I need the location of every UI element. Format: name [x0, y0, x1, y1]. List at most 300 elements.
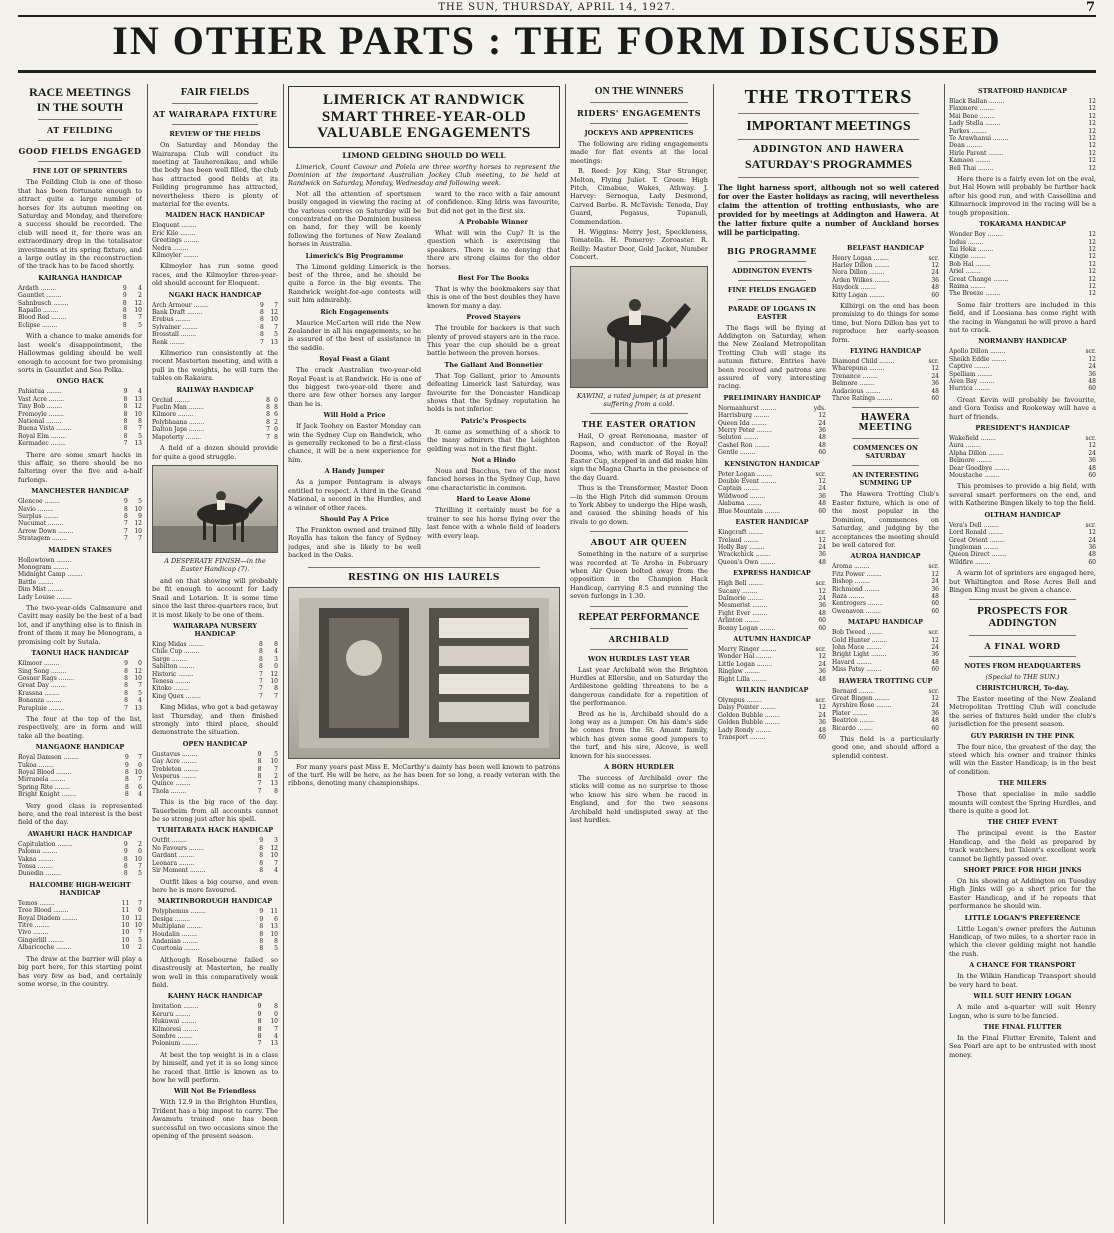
table-row	[152, 931, 278, 938]
table-row	[18, 513, 142, 520]
entry-name: Hurrica ........	[949, 385, 990, 393]
entries-table	[152, 222, 278, 259]
entry-value: scr.	[815, 470, 826, 478]
table-row	[18, 675, 142, 682]
entry-value: 24	[818, 660, 826, 668]
entry-value: 8	[266, 396, 270, 404]
article-subheading: ARCHIBALD	[608, 633, 670, 644]
entry-name: Bonny Logan ........	[718, 624, 776, 632]
entry-value: 12	[134, 914, 142, 922]
article-paragraph: A warm lot of sprinters are engaged here, but Whiltington and Rose Acres Bell and Bingen King must be given a chance.	[949, 569, 1096, 594]
article-paragraph: Kilmerico ran consistently at the recent Masterton meeting, and with a pull in the weights, he will turn the tables on Rakaura.	[152, 349, 278, 383]
entries-table	[18, 285, 142, 329]
table-row	[18, 418, 142, 425]
entry-value: 12	[1088, 282, 1096, 290]
article-subheading: Will Hold a Price	[323, 411, 386, 420]
table-row	[949, 253, 1096, 260]
entry-value: 10	[121, 944, 130, 952]
entry-value: 8	[123, 395, 128, 403]
table-title: STRATFORD HANDICAP	[978, 87, 1067, 95]
entry-name: Belmore ........	[949, 457, 992, 465]
divider	[969, 635, 1076, 636]
table-row	[949, 457, 1096, 464]
entry-name: Kentrogers ........	[832, 600, 884, 608]
entry-name: Thola ........	[152, 787, 187, 795]
table-row	[832, 388, 939, 395]
entry-value: 8	[259, 859, 264, 867]
entry-value: 7	[274, 1025, 278, 1033]
entry-name: Sir Moment ........	[152, 867, 206, 875]
masthead	[0, 0, 1114, 16]
article-paragraph: Last year Archibald won the Brighton Hurdles at Ellerslie, and on Saturday the Ardilestone gelding threatens to be a dangerous candidate for a repetition of the performance.	[570, 665, 708, 708]
entry-name: Hukuwai ........	[152, 1018, 197, 1026]
table-row	[949, 348, 1096, 355]
entries-table	[718, 646, 826, 683]
entry-value: 10	[134, 410, 142, 418]
column-race-meetings	[18, 84, 142, 1224]
table-row	[18, 396, 142, 403]
entry-value: 8	[259, 930, 264, 938]
table-row	[18, 697, 142, 704]
article-subheading: SATURDAY'S PROGRAMMES	[744, 157, 912, 172]
table-row	[18, 411, 142, 418]
article-paragraph: On Saturday and Monday the Wairarapa Club will conduct its meeting at Tauherenikau, and while the body has been well filled, the club has attracted good fields at its Feilding programme has attracted, nevertheless there is plenty of material for the events.	[152, 141, 278, 208]
entry-name: Capitulation ........	[18, 840, 73, 848]
article-title: ON THE WINNERS	[594, 86, 684, 97]
entry-value: 60	[931, 666, 939, 674]
horse-finish-image	[153, 466, 277, 552]
table-title: HALCOMBE HIGH-WEIGHT HANDICAP	[29, 880, 131, 897]
article-subheading: SHORT PRICE FOR HIGH JINKS	[963, 866, 1082, 875]
entries-table	[718, 529, 826, 566]
entry-name: Eclipse ........	[18, 321, 58, 329]
entry-name: Indus ........	[949, 238, 984, 246]
table-row	[152, 426, 278, 433]
table-title: TAONUI HACK HANDICAP	[31, 649, 129, 658]
entry-name: Gauntlet ........	[18, 292, 62, 300]
entry-name: Daisy Pointer ........	[718, 704, 776, 712]
entry-name: Queen's Own ........	[718, 558, 776, 566]
entry-value: 12	[818, 587, 826, 595]
entry-name: Gosner Rags ........	[18, 674, 74, 682]
entry-value: 60	[931, 600, 939, 608]
table-row	[152, 222, 278, 229]
table-row	[152, 245, 278, 252]
table-row	[832, 725, 939, 732]
article-subheading: AT WAIRARAPA FIXTURE	[152, 109, 278, 120]
divider	[969, 656, 1076, 657]
entry-value: 9	[259, 837, 264, 845]
entry-value: 8	[125, 776, 129, 784]
table-row	[18, 528, 142, 535]
entry-name: Bob Hal ........	[949, 260, 991, 268]
entry-value: 5	[274, 331, 278, 339]
entry-name: Lady Rondy ........	[718, 726, 772, 734]
entry-value: 12	[1088, 98, 1096, 105]
table-row	[18, 769, 142, 776]
table-row	[832, 373, 939, 380]
entry-name: Fitz Power ........	[832, 570, 882, 578]
entries-table	[152, 1003, 278, 1047]
table-row	[18, 937, 142, 944]
entry-name: Flaxmere ........	[949, 105, 995, 113]
entry-value: 10	[134, 768, 142, 776]
article-paragraph: Thus is the Transformer, Master Doon—in the High Pitch did summon Oroum to York Abbey to undergo the Hipe wash, and caused the shining heads of his rivals to go down.	[570, 484, 708, 526]
table-row	[152, 693, 278, 700]
entries-table	[18, 660, 142, 712]
entry-name: Right Lilla ........	[718, 675, 767, 683]
article-subheading: Rich Engagements	[320, 307, 389, 316]
entry-name: Alpha Dillon ........	[949, 449, 1004, 457]
table-row	[832, 586, 939, 593]
entries-table	[18, 388, 142, 447]
entry-value: 9	[123, 848, 128, 856]
entry-name: Fuelin Man ........	[152, 404, 204, 412]
entry-value: 8	[274, 640, 278, 648]
entry-name: Mapoterty ........	[152, 433, 201, 441]
table-row	[718, 500, 826, 507]
entry-value: 24	[1088, 363, 1096, 371]
entry-name: Navio ........	[18, 505, 53, 513]
table-row	[18, 784, 142, 791]
entry-value: 36	[1088, 543, 1096, 551]
entry-value: 8	[259, 867, 264, 875]
entry-name: Aroma ........	[832, 563, 870, 571]
entry-value: 8	[274, 937, 278, 945]
table-row	[718, 529, 826, 536]
entry-value: 36	[818, 551, 826, 559]
photo-title: RESTING ON HIS LAURELS	[348, 572, 500, 583]
article-subheading: LITTLE LOGAN'S PREFERENCE	[964, 913, 1081, 922]
table-row	[949, 142, 1096, 149]
article-subheading: AT FEILDING	[47, 125, 113, 136]
entry-name: Dear Goodbye ........	[949, 464, 1010, 472]
entry-name: Mai Bene ........	[949, 112, 996, 120]
table-row	[718, 434, 826, 441]
entry-name: Tukoa ........	[18, 761, 54, 769]
table-row	[718, 580, 826, 587]
table-row	[832, 269, 939, 276]
article-paragraph: The Easter meeting of the New Zealand Metropolitan Trotting Club will conclude the series of fixtures held under the club's jurisdiction for the present season.	[949, 694, 1096, 729]
article-title: PROSPECTS FOR ADDINGTON	[977, 605, 1068, 630]
entry-name: Kilmoyler ........	[152, 251, 199, 259]
entry-value: 7	[123, 527, 128, 535]
table-row	[152, 908, 278, 915]
entry-name: Gwenavon ........	[832, 607, 881, 615]
article-subheading: BIG PROGRAMME	[727, 245, 817, 256]
table-row	[18, 848, 142, 855]
entry-value: 8	[122, 307, 127, 315]
table-row	[949, 120, 1096, 127]
entry-name: Wildfire ........	[949, 558, 991, 566]
entries-table	[718, 471, 826, 515]
entry-value: 48	[818, 675, 826, 683]
article-paragraph: The Limond gelding Limerick is the best of the three, and he should be quite a force in the big events. The Randwick weight-for-age contests will suit him admirably.	[288, 262, 421, 305]
entry-value: 10	[134, 307, 142, 315]
entry-name: Peter Logan ........	[718, 470, 773, 478]
page-headline: IN OTHER PARTS : THE FORM DISCUSSED	[112, 18, 1002, 63]
table-row	[949, 356, 1096, 363]
entry-value: 7	[138, 425, 142, 433]
entry-value: 60	[931, 291, 939, 299]
table-row	[832, 365, 939, 372]
entry-name: Te Arawhanui ........	[949, 135, 1009, 143]
entry-value: 24	[931, 643, 939, 651]
entry-name: Nucumat ........	[18, 520, 64, 528]
entry-value: 8	[138, 417, 142, 425]
entries-table	[832, 255, 939, 299]
table-row	[832, 593, 939, 600]
entry-name: Tenesa ........	[152, 677, 191, 685]
limerick-subcolumns	[288, 190, 560, 562]
entry-value: 7	[274, 765, 278, 773]
table-title: OPEN HANDICAP	[182, 739, 248, 748]
table-row	[18, 557, 142, 564]
table-row	[152, 1033, 278, 1040]
entry-value: 9	[138, 513, 142, 520]
table-row	[152, 758, 278, 765]
table-row	[152, 788, 278, 795]
table-row	[718, 712, 826, 719]
entry-value: 7	[258, 685, 263, 693]
table-row	[18, 285, 142, 292]
entry-value: 12	[1088, 142, 1096, 150]
entry-name: Kilmoresi ........	[152, 1025, 199, 1033]
entry-value: 7	[138, 754, 142, 762]
entry-value: 9	[122, 284, 127, 292]
table-row	[832, 255, 939, 262]
table-row	[152, 1003, 278, 1010]
table-row	[718, 449, 826, 456]
table-row	[718, 617, 826, 624]
article-paragraph: Although Rosebourne failed so disastrously at Masterton, he really won well in this comparatively weak field.	[152, 955, 278, 989]
table-row	[832, 629, 939, 636]
kawini-photo	[570, 266, 708, 388]
table-title: EXPRESS HANDICAP	[733, 569, 811, 578]
entry-name: Cashel Ron ........	[718, 441, 770, 449]
entry-value: 24	[818, 711, 826, 719]
entry-value: 8	[123, 417, 128, 425]
entry-name: Paloma ........	[18, 848, 58, 856]
entry-value: 24	[931, 269, 939, 277]
entry-name: Royal Elm ........	[18, 432, 67, 440]
entry-name: Dim Mist ........	[18, 586, 64, 594]
entry-value: 12	[1088, 120, 1096, 128]
entry-value: 8	[123, 410, 128, 418]
entry-value: 36	[1088, 457, 1096, 465]
entry-name: Queen Ida ........	[718, 419, 767, 427]
entry-value: 12	[931, 261, 939, 269]
entry-value: 60	[818, 507, 826, 515]
entry-name: Courtonia ........	[152, 945, 200, 953]
table-row	[152, 1040, 278, 1047]
table-row	[152, 302, 278, 309]
table-title: TUHITARATA HACK HANDICAP	[156, 826, 274, 835]
entry-value: 8	[260, 331, 264, 339]
article-paragraph: With 12.9 in the Brighton Hurdles, Trident has a big impost to carry. The Awamutu trained one has been successful on two occasions since the opening of the present season.	[152, 1098, 278, 1141]
entry-name: Renk ........	[152, 338, 185, 346]
entry-value: 48	[931, 592, 939, 600]
entry-value: 13	[270, 780, 278, 788]
entry-name: Ricardo ........	[832, 724, 873, 732]
entry-value: 12	[931, 570, 939, 578]
entry-name: Gay Acre ........	[152, 758, 197, 766]
table-row	[718, 471, 826, 478]
entry-name: Seluton ........	[718, 434, 759, 442]
entry-value: 13	[134, 704, 142, 712]
entry-name: Plater ........	[832, 709, 868, 717]
article-title: RACE MEETINGS	[29, 85, 131, 99]
subcolumn-left	[288, 190, 421, 562]
article-subheading: Will Not Be Friendless	[173, 1087, 256, 1096]
table-row	[152, 678, 278, 685]
entry-value: 8	[257, 1018, 262, 1026]
entries-table	[152, 302, 278, 346]
entry-value: 36	[1088, 370, 1096, 378]
subcolumn-right	[832, 241, 939, 763]
entry-value: 8	[124, 667, 128, 675]
entry-name: Audacious ........	[832, 387, 881, 395]
article-subheading: IMPORTANT MEETINGS	[746, 119, 911, 134]
divider	[590, 102, 688, 103]
entry-name: Raima ........	[949, 282, 986, 290]
article-subheading: JOCKEYS AND APPRENTICES	[584, 129, 694, 137]
entry-value: 10	[134, 505, 142, 513]
table-row	[949, 442, 1096, 449]
table-row	[152, 1011, 278, 1018]
entry-value: 12	[1088, 253, 1096, 261]
entry-name: Miss Patsy ........	[832, 666, 882, 674]
article-paragraph: The Hawera Trotting Club's Easter fixture, which is one of the most popular in the Dominion, commences on Saturday, and judging by the acceptances the meeting should be well catered for.	[832, 490, 939, 549]
entry-value: 12	[1088, 260, 1096, 268]
table-title: EASTER HANDICAP	[735, 518, 809, 527]
entry-value: 7	[274, 692, 278, 700]
entry-value: 9	[260, 301, 264, 309]
table-row	[718, 668, 826, 675]
entry-name: Gustavus ........	[152, 750, 198, 758]
entry-name: Chile Cup ........	[152, 648, 200, 656]
entry-value: 12	[270, 670, 278, 678]
entry-value: 7	[260, 338, 264, 346]
entry-value: 8	[124, 689, 128, 697]
article-subheading: AN INTERESTING SUMMING UP	[852, 471, 919, 488]
entry-value: 7	[257, 780, 262, 788]
article-paragraph: Hail, O great Rerenoana, master of Rapson, and conductor of the Royal! Dooms, who, with mark of Royal in the Easter Cup, stepped in and did make him sign the Magna Charta in the presence of the day Guard.	[570, 431, 708, 482]
divider	[590, 531, 688, 532]
entry-name: Tonsa ........	[18, 863, 53, 871]
table-row	[152, 671, 278, 678]
table-title: NORMANBY HANDICAP	[978, 337, 1067, 346]
entry-value: 13	[270, 1040, 278, 1048]
article-paragraph: Maurice McCarten will ride the New Zealander in all his engagements, so he is assured of the best of assistance in the saddle.	[288, 318, 421, 352]
article-paragraph: What will win the Cup? It is the question which is exercising the speakers. There is no denying that there are strong claims for the older horses.	[427, 228, 560, 271]
table-row	[718, 559, 826, 566]
article-paragraph: ward to the race with a fair amount of confidence. King Idris was favourite, but did not get in the first six.	[427, 189, 560, 215]
entry-name: Sombre ........	[152, 1033, 193, 1040]
entry-value: 48	[818, 441, 826, 449]
entry-name: Belmore ........	[832, 380, 875, 388]
entry-value: 11	[121, 899, 130, 907]
article-subheading: NOTES FROM HEADQUARTERS	[964, 661, 1081, 670]
entry-name: Erebus ........	[152, 316, 191, 324]
entry-value: 9	[259, 908, 264, 916]
article-subheading: REVIEW OF THE FIELDS	[169, 130, 261, 139]
entry-name: Bonanza ........	[18, 697, 62, 705]
entry-name: Dunedin ........	[18, 870, 61, 878]
entry-value: 8	[258, 648, 263, 656]
table-row	[18, 907, 142, 914]
entries-table	[718, 405, 826, 457]
table-row	[949, 371, 1096, 378]
table-row	[18, 922, 142, 929]
entry-value: 4	[138, 791, 142, 799]
entry-name: Ariel ........	[949, 268, 981, 276]
entry-name: Keruru ........	[152, 1010, 191, 1018]
article-title: HAWERA MEETING	[858, 413, 913, 434]
divider	[738, 113, 919, 114]
entry-value: 24	[818, 419, 826, 427]
entry-value: 9	[259, 915, 264, 923]
entry-name: Wharepuna ........	[832, 365, 885, 373]
entry-value: scr.	[815, 529, 826, 537]
article-paragraph: The Feilding Club is one of those that has been fortunate enough to attract quite a large number of horses for its autumn meeting on Saturday and Monday, and therefore a success should be recorded. The club will need it, for there was an extraordinary drop in the totalisator investments at its spring fixture, and a large outlay in the reconstruction of the track has to be faced shortly.	[18, 178, 142, 271]
table-row	[718, 485, 826, 492]
table-row	[18, 498, 142, 505]
entry-name: Bishop ........	[832, 578, 870, 586]
article-paragraph: The crack Australian two-year-old Royal Feast is at Randwick. He is one of the biggest two-year-old there and there are few other horses any larger than he is.	[288, 366, 421, 408]
photo-caption: KAWINI, a rated jumper, is at present suffering from a cold.	[576, 391, 702, 408]
table-row	[832, 688, 939, 695]
table-row	[152, 397, 278, 404]
jumper-horse-image	[571, 267, 707, 387]
article-subheading: Hard to Leave Alone	[456, 495, 531, 504]
entry-value: 12	[270, 309, 278, 316]
entry-value: 2	[274, 773, 278, 781]
entry-name: Double Event ........	[718, 478, 777, 486]
entry-value: 9	[123, 840, 128, 848]
entry-name: Royal Damson ........	[18, 754, 79, 762]
divider	[38, 140, 122, 141]
table-row	[152, 923, 278, 930]
table-title: MAIDEN STAKES	[48, 545, 112, 554]
table-row	[832, 710, 939, 717]
entry-name: Desiga ........	[152, 915, 190, 923]
article-title: FAIR FIELDS	[180, 86, 250, 98]
entry-value: 12	[818, 412, 826, 420]
entry-name: Glencoe ........	[18, 498, 60, 506]
table-row	[832, 380, 939, 387]
entry-value: 10	[270, 677, 278, 685]
column-limerick	[288, 84, 560, 1224]
table-row	[18, 322, 142, 329]
entry-value: 13	[134, 395, 142, 403]
table-row	[18, 762, 142, 769]
table-row	[152, 404, 278, 411]
entry-name: Dean ........	[949, 142, 982, 150]
article-subheading: LIMOND GELDING SHOULD DO WELL	[342, 150, 506, 160]
column-rule	[944, 84, 945, 1224]
entry-value: 36	[818, 668, 826, 676]
table-row	[832, 644, 939, 651]
entry-value: 48	[818, 500, 826, 508]
entry-value: yds.	[813, 404, 826, 412]
entry-name: Blue Mountain ........	[718, 507, 781, 515]
entry-name: Midnight Camp ........	[18, 571, 83, 579]
article-subheading: A FINAL WORD	[984, 640, 1061, 651]
entry-name: Wakefield ........	[949, 435, 996, 443]
entry-name: Lady Stella ........	[949, 120, 1001, 128]
special-credit: (Special to THE SUN.)	[985, 672, 1060, 681]
